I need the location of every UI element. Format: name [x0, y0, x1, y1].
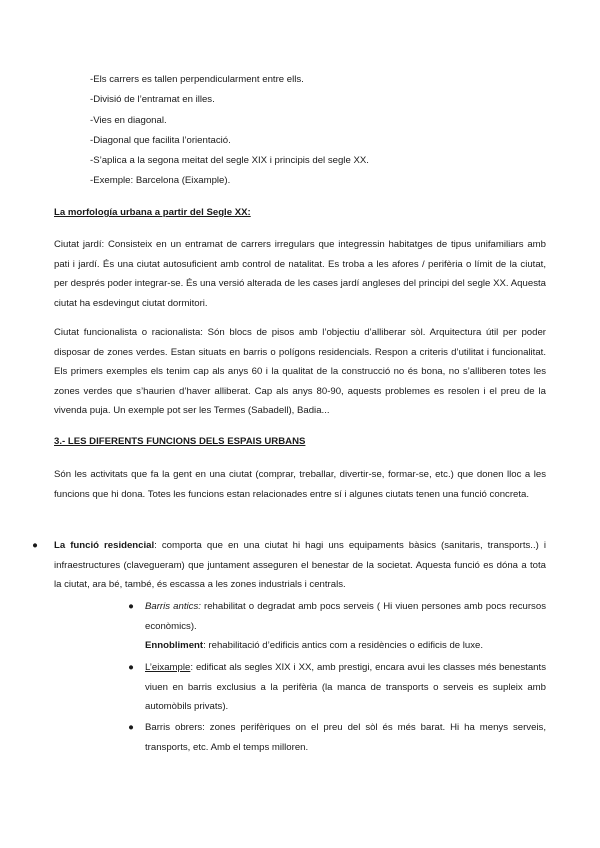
residential-function-text: : comporta que en una ciutat hi hagi uns equipaments bàsics (sanitaris, transports..) i infraestructures (clavegueram) que juntament asseguren el benestar de la societat. Aquesta funció es dóna a tota la ciutat, ara bé, també, és escassa a les zones industrials i centrals.: [54, 540, 546, 591]
ennobling-text: : rehabilitació d’edificis antics com a residències o edificis de luxe.: [203, 640, 484, 651]
bullet-icon: ●: [128, 722, 134, 733]
ennobling-label: Ennobliment: [145, 640, 204, 651]
residential-function-item: [54, 536, 546, 595]
bullet-icon: ●: [128, 662, 134, 673]
list-item: -Diagonal que facilita l’orientació.: [90, 134, 231, 146]
workers-quarters-item: Barris obrers: zones perifèriques on el preu del sòl és més barat. Hi ha menys serveis, transports, etc. Amb el temps milloren.: [145, 722, 546, 753]
functional-city-paragraph: Ciutat funcionalista o racionalista: Són blocs de pisos amb l’objectiu d’alliberar sòl. Arquitectura útil per poder disposar de zones verdes. Estan situats en barris o polígons residencials. Respon a criteris d’utilitat i funcionalitat. Els primers exemples els tenim cap als anys 60 i la qualitat de la construcció no és bona, no s’alliberen totes les zones verdes que s’haurien d’haver alliberat. Cap als anys 80-90, aquests problemes es resolen i el preu de la vivenda puja. Un exemple pot ser les Termes (Sabadell), Badia...: [54, 327, 546, 417]
list-item: -Vies en diagonal.: [90, 114, 167, 126]
old-quarters-text: rehabilitat o degradat amb pocs serveis ( Hi viuen persones amb pocs recursos econòmics).: [145, 601, 546, 632]
list-item: -Exemple: Barcelona (Eixample).: [90, 175, 231, 187]
garden-city-paragraph: Ciutat jardí: Consisteix en un entramat de carrers irregulars que integressin habitatges de tipus unifamiliars amb pati i jardí. És una ciutat autosuficient amb control de natalitat. Es troba a les afores / perifèria o límit de la ciutat, per després poder integrar-se. És una versió alterada de les cases jardí angleses del principi del segle XX. Aquesta ciutat ha esdevingut ciutat dormitori.: [54, 239, 546, 309]
eixample-text: : edificat als segles XIX i XX, amb prestigi, encara avui les classes més benestants viuen en barris exclusius a la perifèria (la manca de transports o serveis es supleix amb automòbils privats).: [145, 662, 546, 713]
section-3-intro-paragraph: Són les activitats que fa la gent en una ciutat (comprar, treballar, divertir-se, formar-se, etc.) que donen lloc a les funcions que hi dona. Totes les funcions estan relacionades entre sí i algunes ciutats tenen una funció concreta.: [54, 469, 546, 500]
list-item: -S’aplica a la segona meitat del segle XIX i principis del segle XX.: [90, 155, 369, 167]
section-3-heading: 3.- LES DIFERENTS FUNCIONS DELS ESPAIS URBANS: [54, 436, 306, 447]
bullet-icon: ●: [32, 540, 38, 551]
eixample-label: L’eixample: [145, 662, 191, 673]
eixample-item: [145, 658, 546, 717]
old-quarters-item: [145, 597, 546, 636]
grid-plan-characteristics-list: [90, 70, 369, 192]
list-item: -Divisió de l’entramat en illes.: [90, 94, 215, 106]
list-item: -Els carrers es tallen perpendicularment entre ells.: [90, 74, 304, 85]
ennobling-item: [145, 636, 546, 656]
old-quarters-label: Barris antics:: [145, 601, 201, 612]
bullet-icon: ●: [128, 601, 134, 612]
morphology-heading: La morfología urbana a partir del Segle XX:: [54, 207, 251, 218]
residential-function-label: La funció residencial: [54, 540, 155, 551]
